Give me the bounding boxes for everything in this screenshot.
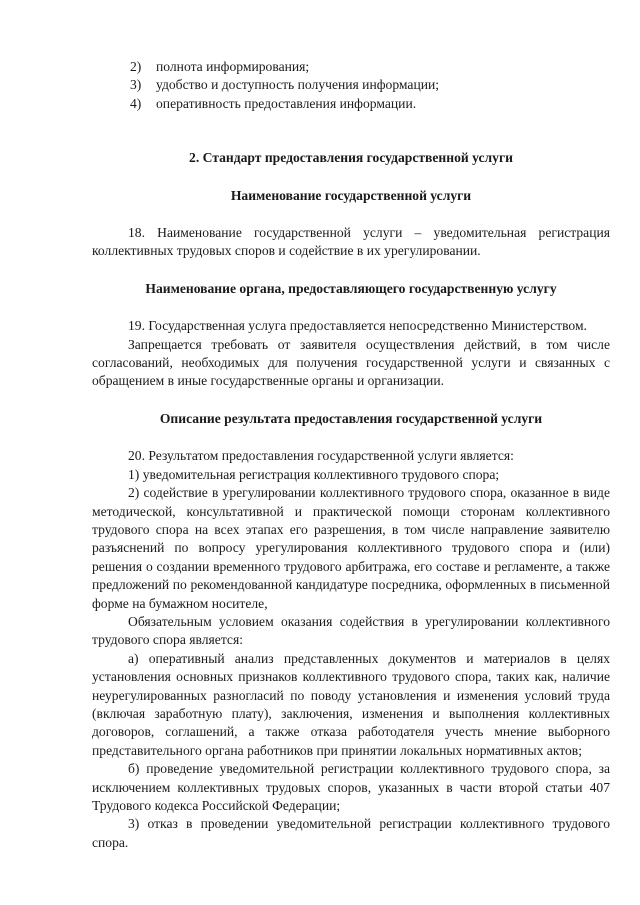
list-item (92, 95, 610, 113)
service-name-heading: Наименование государственной услуги (230, 187, 472, 203)
paragraph-20-item-2: 2) содействие в урегулировании коллективного трудового спора, оказанное в виде методической, консультативной и практической помощи сторонам коллективного трудового спора на всех этапах его разрешения, в том числе направление заявителю разъяснений по вопросу урегулирования коллективного трудового спора и (или) решения о создании временного трудового арбитража, его составе и регламенте, а также предложений по рекомендованной кандидатуре посредника, оформленных в письменной форме на бумажном носителе, (92, 485, 610, 611)
paragraph-20: 20. Результатом предоставления государственной услуги является: (128, 448, 514, 464)
paragraph-20-item-3: 3) отказ в проведении уведомительной регистрации коллективного трудового спора. (92, 816, 610, 850)
list-item-text: удобство и доступность получения информации; (156, 77, 440, 93)
provider-organ-heading: Наименование органа, предоставляющего государственную услугу (145, 280, 557, 296)
list-item-number: 3) (130, 77, 142, 93)
list-item (92, 76, 610, 94)
paragraph-20-item-1: 1) уведомительная регистрация коллективного трудового спора; (128, 466, 500, 482)
list-item-number: 2) (130, 59, 142, 74)
paragraph-18: 18. Наименование государственной услуги – уведомительная регистрация коллективных трудовых споров и содействие в их урегулировании. (92, 225, 610, 259)
section-title: 2. Стандарт предоставления государственной услуги (189, 150, 513, 166)
paragraph-19: 19. Государственная услуга предоставляется непосредственно Министерством. (128, 318, 587, 334)
list-item-text: полнота информирования; (156, 59, 310, 74)
paragraph-condition-b: б) проведение уведомительной регистрации коллективного трудового спора, за исключением коллективных трудовых споров, указанных в части второй статьи 407 Трудового кодекса Российской Федерации; (92, 761, 610, 813)
paragraph-condition: Обязательным условием оказания содействия в урегулировании коллективного трудового спора является: (92, 613, 610, 648)
paragraph-condition-a: а) оперативный анализ представленных документов и материалов в целях установления основных признаков коллективного трудового спора, таких как, наличие неурегулированных разногласий по поводу установления и изменения условий труда (включая заработную плату), заключения, изменения и выполнения коллективных договоров, соглашений, а также отказа работодателя учесть мнение выборного представительного органа работников при принятии локальных нормативных актов; (92, 650, 610, 758)
list-item-number: 4) (130, 95, 142, 111)
list-item-text: оперативность предоставления информации. (156, 95, 417, 111)
list-item (92, 58, 610, 76)
paragraph-19-prohibition: Запрещается требовать от заявителя осуществления действий, в том числе согласований, необходимых для получения государственной услуги и связанных с обращением в иные государственные органы и организации. (92, 336, 610, 389)
document-page (92, 58, 610, 852)
service-result-heading: Описание результата предоставления государственной услуги (159, 410, 543, 426)
